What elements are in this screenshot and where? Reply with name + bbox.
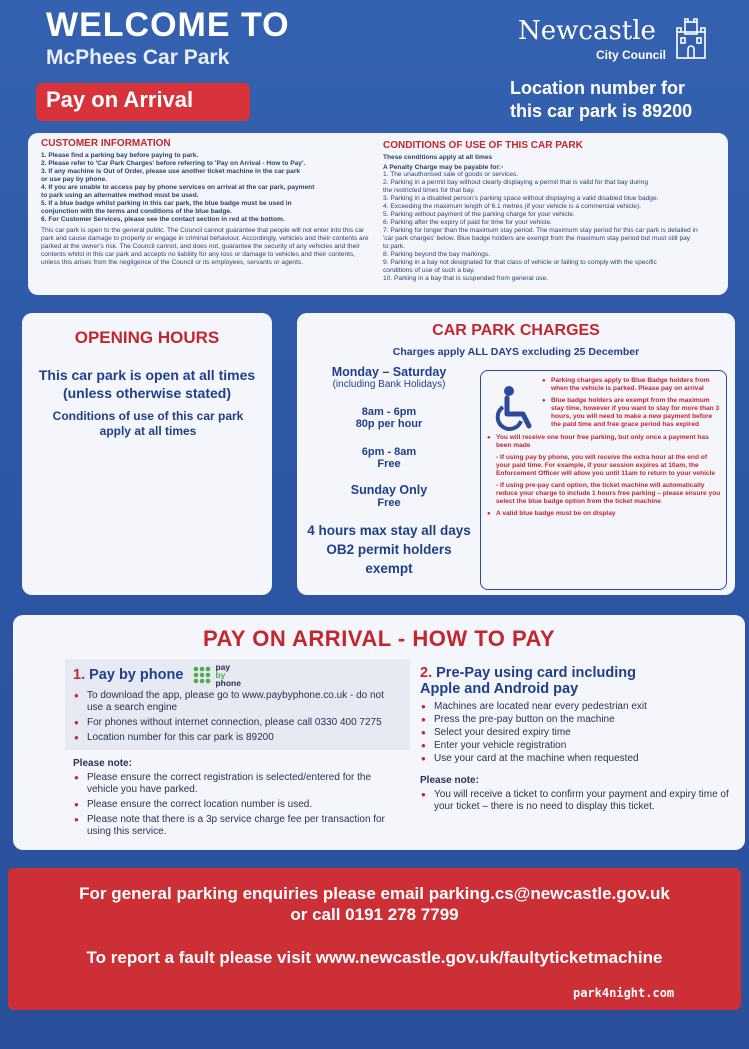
permit-holders: OB2 permit holders [326, 542, 452, 557]
condition-item: 3. Parking in a disabled person's parking space without displaying a valid disabled blue badge. [383, 195, 659, 202]
blue-badge-item: - If using pre-pay card option, the ticket machine will automatically reduce your charge to include 1 hours free parking – please ensure you select the blue badge option from the ticket machine [496, 482, 721, 506]
conditions-of-use [383, 140, 721, 283]
penalty-heading: A Penalty Charge may be payable for:- [383, 164, 504, 171]
card-note: ● You will receive a ticket to confirm your payment and expiry time of your ticket – there is no need to display this ticket. [420, 789, 730, 813]
customer-info-item: 1. Please find a parking bay before paying to park. [41, 152, 199, 159]
location-line-2: this car park is 89200 [510, 101, 693, 121]
fault-report: To report a fault please visit www.newcastle.gov.uk/faultyticketmachine [86, 948, 663, 967]
pay-on-arrival-badge: Pay on Arrival [36, 83, 250, 121]
cond-line-1: Conditions of use of this car park [52, 409, 244, 423]
condition-item: 'car park charges' below. Blue badge holders are exempt from the maximum stay period but must still pay [383, 235, 691, 242]
condition-item: 10. Parking in a bay that is suspended from general use. [383, 275, 548, 282]
bank-holidays-label: (including Bank Holidays) [332, 379, 446, 390]
customer-info-item: 5. If a blue badge whilst parking in this car park, the blue badge must be used in [41, 200, 292, 207]
cond-line-2: apply at all times [99, 424, 197, 438]
permit-exempt: exempt [365, 561, 413, 576]
logo-council: City Council [596, 48, 667, 62]
liability-disclaimer: This car park is open to the general public. The Council cannot guarantee that people will not enter into this car park and cause damage to property or engage in criminal behaviour. Accordingly, vehicles and their contents are parked at the owner's risk. The Council cannot, and does not, guarantee the security of any vehicles and their contents whilst in this car park and accepts no liability for any loss or damage to vehicles and their contents, unless this arises from the negligence of the Council or its employees, servants or agents. [41, 227, 369, 266]
pre-pay-heading-1: Pre-Pay using card including [436, 665, 636, 681]
customer-info-item: or use pay by phone. [41, 176, 107, 183]
pay-by-phone-label: Pay by phone [89, 666, 184, 683]
customer-info-item: to park using an alternative method must be used. [41, 192, 199, 199]
pay-by-phone-heading [73, 663, 402, 687]
sunday-label: Sunday Only [350, 483, 428, 497]
how-to-pay-panel [13, 615, 745, 850]
customer-info-item: 6. For Customer Services, please see the contact section in red at the bottom. [41, 216, 285, 223]
opening-hours-panel [22, 313, 272, 595]
logo-name: Newcastle [518, 16, 656, 46]
pay-by-phone-box [65, 659, 410, 750]
blue-badge-item: ● You will receive one hour free parking, but only once a payment has been made [487, 434, 723, 450]
conditions-title: CONDITIONS OF USE OF THIS CAR PARK [383, 140, 583, 151]
conditions-list [383, 171, 721, 283]
card-note-title: Please note: [420, 775, 479, 786]
pre-pay-heading-2: Apple and Android pay [420, 681, 579, 697]
blue-badge-item: - If using pay by phone, you will receive the extra hour at the end of your paid time. For example, if your session expires at 10am, the Enforcement Officer will allow you until 11am to return to your vehicle [496, 453, 716, 477]
night-time: 6pm - 8am [361, 446, 417, 458]
opening-hours-title: OPENING HOURS [74, 328, 220, 347]
day-time: 8am - 6pm [361, 406, 417, 418]
car-park-name: McPhees Car Park [46, 46, 230, 69]
how-to-pay-title: PAY ON ARRIVAL - HOW TO PAY [202, 626, 556, 651]
condition-item: 9. Parking in a bay not designated for that class of vehicle or failing to comply with the specific [383, 259, 657, 266]
blue-badge-item: ● A valid blue badge must be on display [487, 510, 723, 518]
logo-pay: pay [215, 662, 231, 672]
condition-item: to park. [383, 243, 405, 250]
customer-info-item: 3. If any machine is Out of Order, please use another ticket machine in the car park [41, 168, 301, 175]
phone-note: ● Please ensure the correct registration is selected/entered for the vehicle you have parked. [73, 772, 402, 796]
open-line-2: (unless otherwise stated) [62, 385, 232, 401]
day-rate: 80p per hour [355, 418, 423, 430]
castle-icon [674, 18, 708, 60]
condition-item: 8. Parking beyond the bay markings. [383, 251, 491, 258]
sunday-rate: Free [377, 497, 401, 509]
customer-info-item: 2. Please refer to 'Car Park Charges' before referring to 'Pay on Arrival - How to Pay'. [41, 160, 306, 167]
logo-by: by [215, 670, 226, 680]
conditions-apply: These conditions apply at all times [383, 154, 493, 161]
logo-phone: phone [215, 678, 241, 688]
open-line-1: This car park is open at all times [38, 367, 256, 383]
condition-item: the restricted times for that bay. [383, 187, 475, 194]
phone-note: ● Please ensure the correct location number is used. [73, 799, 402, 811]
blue-badge-list [487, 377, 723, 522]
step-number: 2. [420, 665, 433, 681]
phone-enquiries: or call 0191 278 7799 [290, 905, 459, 924]
charges-subtitle: Charges apply ALL DAYS excluding 25 December [392, 346, 640, 358]
car-park-charges-panel [297, 313, 735, 595]
condition-item: 6. Parking after the expiry of paid for time for your vehicle. [383, 219, 552, 226]
pre-pay-card-section [420, 665, 730, 813]
card-instruction: ● Press the pre-pay button on the machine [420, 714, 730, 726]
condition-item: 7. Parking for longer than the maximum stay period. The maximum stay period for this car park is detailed in [383, 227, 698, 234]
welcome-title: WELCOME TO [46, 6, 290, 44]
blue-badge-info [480, 370, 727, 590]
tariff-column [297, 365, 481, 578]
location-line-1: Location number for [510, 78, 685, 98]
condition-item: 5. Parking without payment of the parking charge for your vehicle. [383, 211, 575, 218]
night-rate: Free [377, 458, 401, 470]
information-panel [28, 133, 728, 295]
condition-item: 2. Parking in a permit bay without clearly displaying a permit that is valid for that bay during [383, 179, 648, 186]
weekdays-label: Monday – Saturday [331, 365, 447, 379]
card-instruction: ● Machines are located near every pedestrian exit [420, 701, 730, 713]
phone-instruction: ● To download the app, please go to www.paybyphone.co.uk - do not use a search engine [73, 690, 402, 714]
condition-item: conditions of use of such a bay. [383, 267, 475, 274]
condition-item: 4. Exceeding the maximum length of 6.1 metres (if your vehicle is a commercial vehicle). [383, 203, 641, 210]
card-instruction: ● Select your desired expiry time [420, 727, 730, 739]
blue-badge-item: ● Blue badge holders are exempt from the maximum stay time, however if you want to stay for more than 3 hours, you will need to make a new payment before the paid time and free grace period has expired [542, 397, 723, 429]
max-stay: 4 hours max stay all days [307, 523, 471, 538]
customer-info-item: conjunction with the terms and conditions of the blue badge. [41, 208, 232, 215]
condition-item: 1. The unauthorised sale of goods or services. [383, 171, 519, 178]
opening-hours-text [32, 366, 262, 402]
email-enquiries: For general parking enquiries please email parking.cs@newcastle.gov.uk [79, 884, 670, 903]
customer-information [41, 138, 371, 267]
customer-info-title: CUSTOMER INFORMATION [41, 138, 171, 149]
phone-note: ● Please note that there is a 3p service charge fee per transaction for using this service. [73, 814, 402, 838]
location-number-text [510, 77, 740, 123]
phone-instruction: ● Location number for this car park is 89200 [73, 732, 402, 744]
pay-by-phone-section [65, 659, 410, 840]
card-instruction: ● Enter your vehicle registration [420, 740, 730, 752]
paybyphone-grid-icon [193, 666, 211, 684]
council-logo [518, 16, 708, 66]
customer-info-list [41, 152, 371, 224]
conditions-note [36, 409, 260, 439]
pre-pay-heading [420, 665, 730, 681]
customer-info-item: 4. If you are unable to access pay by phone services on arrival at the car park, payment [41, 184, 315, 191]
phone-note-title: Please note: [73, 758, 132, 769]
step-number: 1. [73, 666, 86, 683]
blue-badge-item: ● Parking charges apply to Blue Badge holders from when the vehicle is parked. Please pay on arrival [542, 377, 723, 393]
watermark: park4night.com [573, 986, 675, 1000]
card-instruction: ● Use your card at the machine when requested [420, 753, 730, 765]
phone-instruction: ● For phones without internet connection, please call 0330 400 7275 [73, 717, 402, 729]
paybyphone-logo [193, 663, 241, 687]
charges-title: CAR PARK CHARGES [432, 322, 600, 339]
